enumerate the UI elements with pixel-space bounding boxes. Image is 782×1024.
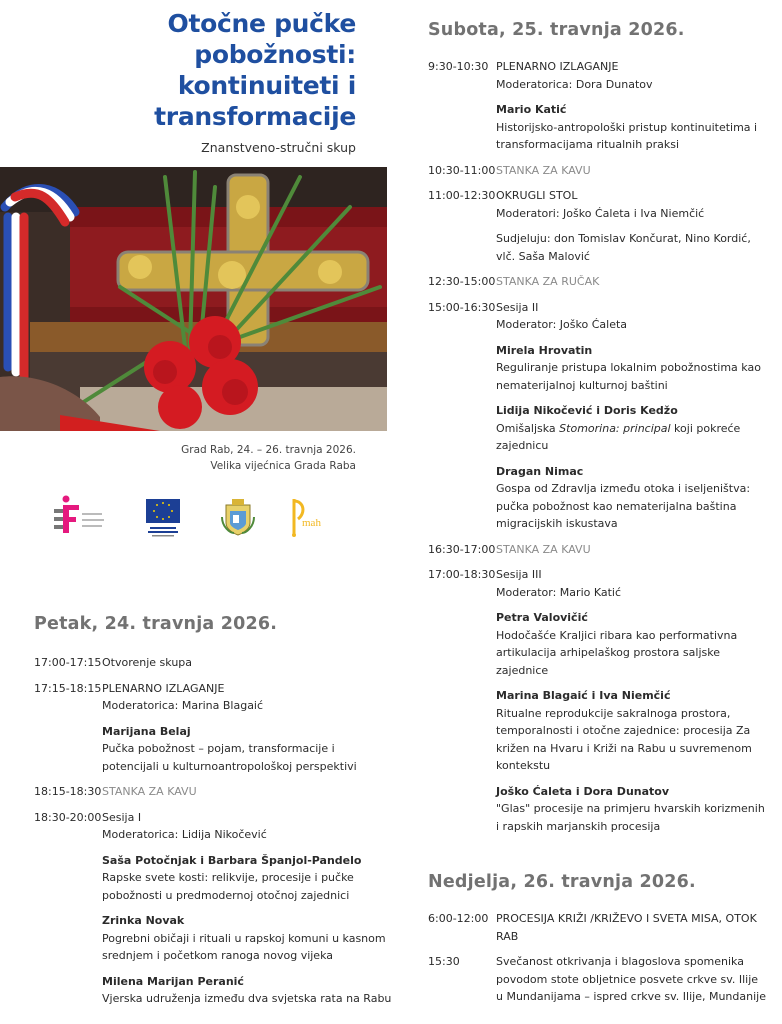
venue-location: Velika vijećnica Grada Raba [210,460,356,472]
item-label: Svečanost otkrivanja i blagoslova spomenika povodom stote obljetnice posvete crkve sv. Ilije u Mundanijama – ispred crkve sv. Ilije, Mundanije [496,955,766,1003]
item-label: Sesija I [102,810,142,824]
break-label: STANKA ZA KAVU [496,163,591,177]
moderator: Moderatorica: Dora Dunatov [496,77,653,91]
speaker: Saša Potočnjak i Barbara Španjol-Pandelo [102,853,362,867]
break-label: STANKA ZA KAVU [102,785,197,798]
topic [496,420,768,455]
moderator: Moderatori: Joško Ćaleta i Iva Niemčić [496,206,705,220]
schedule-item [428,58,768,154]
event-photo [0,167,387,431]
speaker: Milena Marijan Peranić [102,974,244,988]
time-slot: 18:30-20:00 [34,810,102,824]
talk [496,783,768,836]
schedule-item [34,654,394,672]
day-heading: Petak, 24. travnja 2026. [34,614,278,634]
time-slot: 6:00-12:00 [428,912,489,925]
speaker: Lidija Nikočević i Doris Kedžo [496,404,678,417]
speaker: Mirela Hrovatin [496,343,593,357]
topic-italic: Stomorina: principal [559,421,671,435]
break-label: STANKA ZA KAVU [496,542,591,556]
speaker: Zrinka Novak [102,914,185,927]
break-label: STANKA ZA RUČAK [496,275,600,288]
item-label: Sesija II [496,300,539,314]
day-friday [34,614,394,1016]
item-label: PROCESIJA KRIŽI /KRIŽEVO I SVETA MISA, OTOK RAB [496,912,757,943]
time-slot: 17:00-17:15 [34,656,102,669]
time-slot: 17:15-18:15 [34,681,102,695]
venue-info [181,442,356,474]
moderator: Moderatorica: Marina Blagaić [102,699,264,712]
schedule-item [428,953,768,1006]
speaker: Marijana Belaj [102,724,191,738]
schedule-item [428,273,768,291]
time-slot: 15:30 [428,955,460,968]
topic-text: koji pokreće zajednicu [496,421,741,452]
day-heading: Subota, 25. travnja 2026. [428,20,685,40]
participants: Sudjeluju: don Tomislav Končurat, Nino Kordić, vlč. Saša Malović [496,232,751,263]
talk [102,912,394,965]
moderator: Moderatorica: Lidija Nikočević [102,828,267,841]
day-saturday [428,20,768,843]
talk [496,402,768,455]
talk [496,687,768,775]
talk [496,342,768,395]
day-sunday [428,872,768,1014]
talk [102,723,394,776]
day-heading: Nedjelja, 26. travnja 2026. [428,872,696,892]
speaker: Petra Valovičić [496,611,588,624]
topic-text: Omišaljska [496,421,560,435]
talk [102,973,394,1008]
time-slot: 10:30-11:00 [428,163,496,177]
time-slot: 11:00-12:30 [428,189,496,202]
talk [496,101,768,154]
event-title [26,8,356,132]
title-line: Otočne pučke [167,9,356,38]
time-slot: 12:30-15:00 [428,275,496,288]
venue-dates: Grad Rab, 24. – 26. travnja 2026. [181,444,356,456]
speaker: Joško Ćaleta i Dora Dunatov [496,784,670,798]
photo-illustration [0,167,387,431]
time-slot: 18:15-18:30 [34,785,102,798]
schedule-item [34,809,394,1008]
schedule-item [428,162,768,180]
sponsor-logos [50,493,340,541]
item-label: Otvorenje skupa [102,656,193,669]
title-line: pobožnosti: [194,40,356,69]
schedule-item [34,680,394,776]
title-line: kontinuiteti i [177,71,356,100]
eu-flag-logo [144,499,184,543]
item-label: PLENARNO IZLAGANJE [102,681,225,695]
schedule-item [428,566,768,835]
topic: Reguliranje pristupa lokalnim pobožnostima kao nematerijalnoj kulturnoj baštini [496,361,761,392]
mah-logo [288,497,328,541]
topic: Vjerska udruženja između dva svjetska rata na Rabu [102,992,392,1005]
topic: Ritualne reprodukcije sakralnoga prostora, temporalnosti i otočne zajednice: procesija Za križen na Hvaru i Križi na Rabu u suvremenom kontekstu [496,706,752,772]
schedule-item [428,541,768,559]
moderator: Moderator: Mario Katić [496,585,622,599]
time-slot: 16:30-17:00 [428,542,496,556]
talk [496,463,768,533]
topic: Rapske svete kosti: relikvije, procesije i pučke pobožnosti u predmodernoj otočnoj zajednici [102,871,354,902]
institute-logo [54,495,114,539]
speaker: Dragan Nimac [496,464,584,478]
speaker: Mario Katić [496,103,567,116]
talk [496,609,768,679]
topic: Historijsko-antropološki pristup kontinuitetima i transformacijama ritualnih praksi [496,120,758,151]
moderator: Moderator: Joško Ćaleta [496,318,628,331]
talk [102,852,394,905]
time-slot: 15:00-16:30 [428,300,496,314]
schedule-item [428,910,768,945]
schedule-item [428,299,768,533]
schedule-item [428,187,768,265]
schedule-item [34,783,394,801]
topic: Gospa od Zdravlja između otoka i iseljeništva: pučka pobožnost kao nematerijalna baština migracijskih iskustava [496,482,751,530]
time-slot: 9:30-10:30 [428,60,489,73]
item-label: OKRUGLI STOL [496,189,578,202]
topic: "Glas" procesije na primjeru hvarskih korizmenih i rapskih marjanskih procesija [496,802,765,833]
title-block [26,8,356,155]
item-label: Sesija III [496,568,542,581]
coat-of-arms-logo [220,497,256,541]
time-slot: 17:00-18:30 [428,568,496,581]
title-line: transformacije [154,102,356,131]
mah-logo-text: mah [302,517,321,529]
event-subtitle: Znanstveno-stručni skup [201,140,356,155]
topic: Pučka pobožnost – pojam, transformacije i potencijali u kulturnoantropološkoj perspektivi [102,742,357,773]
topic: Pogrebni običaji i rituali u rapskoj komuni u kasnom srednjem i početkom ranoga novog vijeka [102,931,386,962]
topic: Hodočašće Kraljici ribara kao performativna artikulacija arhipelaškog prostora saljske zajednice [496,628,738,677]
item-label: PLENARNO IZLAGANJE [496,60,619,73]
speaker: Marina Blagaić i Iva Niemčić [496,689,671,702]
